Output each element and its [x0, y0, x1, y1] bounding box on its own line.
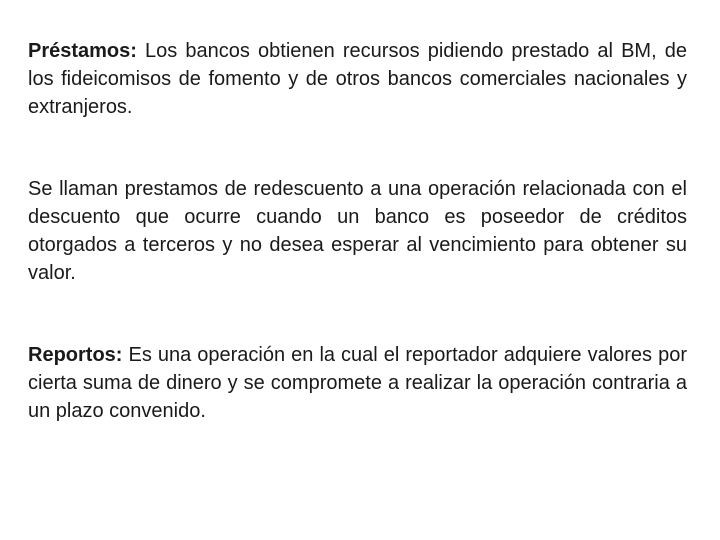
paragraph-redescuento — [28, 175, 687, 287]
paragraph-redescuento-text: Se llaman prestamos de redescuento a una operación relacionada con el descuento que ocurre cuando un banco es poseedor de créditos otorgados a terceros y no desea esperar al vencimiento para obtener su valor. — [28, 178, 687, 284]
term-reportos: Reportos: — [28, 344, 123, 366]
paragraph-reportos — [28, 341, 687, 425]
term-prestamos: Préstamos: — [28, 40, 137, 62]
paragraph-reportos-text: Es una operación en la cual el reportador adquiere valores por cierta suma de dinero y se compromete a realizar la operación contraria a un plazo convenido. — [28, 344, 687, 422]
paragraph-prestamos-text: Los bancos obtienen recursos pidiendo prestado al BM, de los fideicomisos de fomento y de otros bancos comerciales nacionales y extranjeros. — [28, 40, 687, 118]
paragraph-prestamos — [28, 37, 687, 121]
